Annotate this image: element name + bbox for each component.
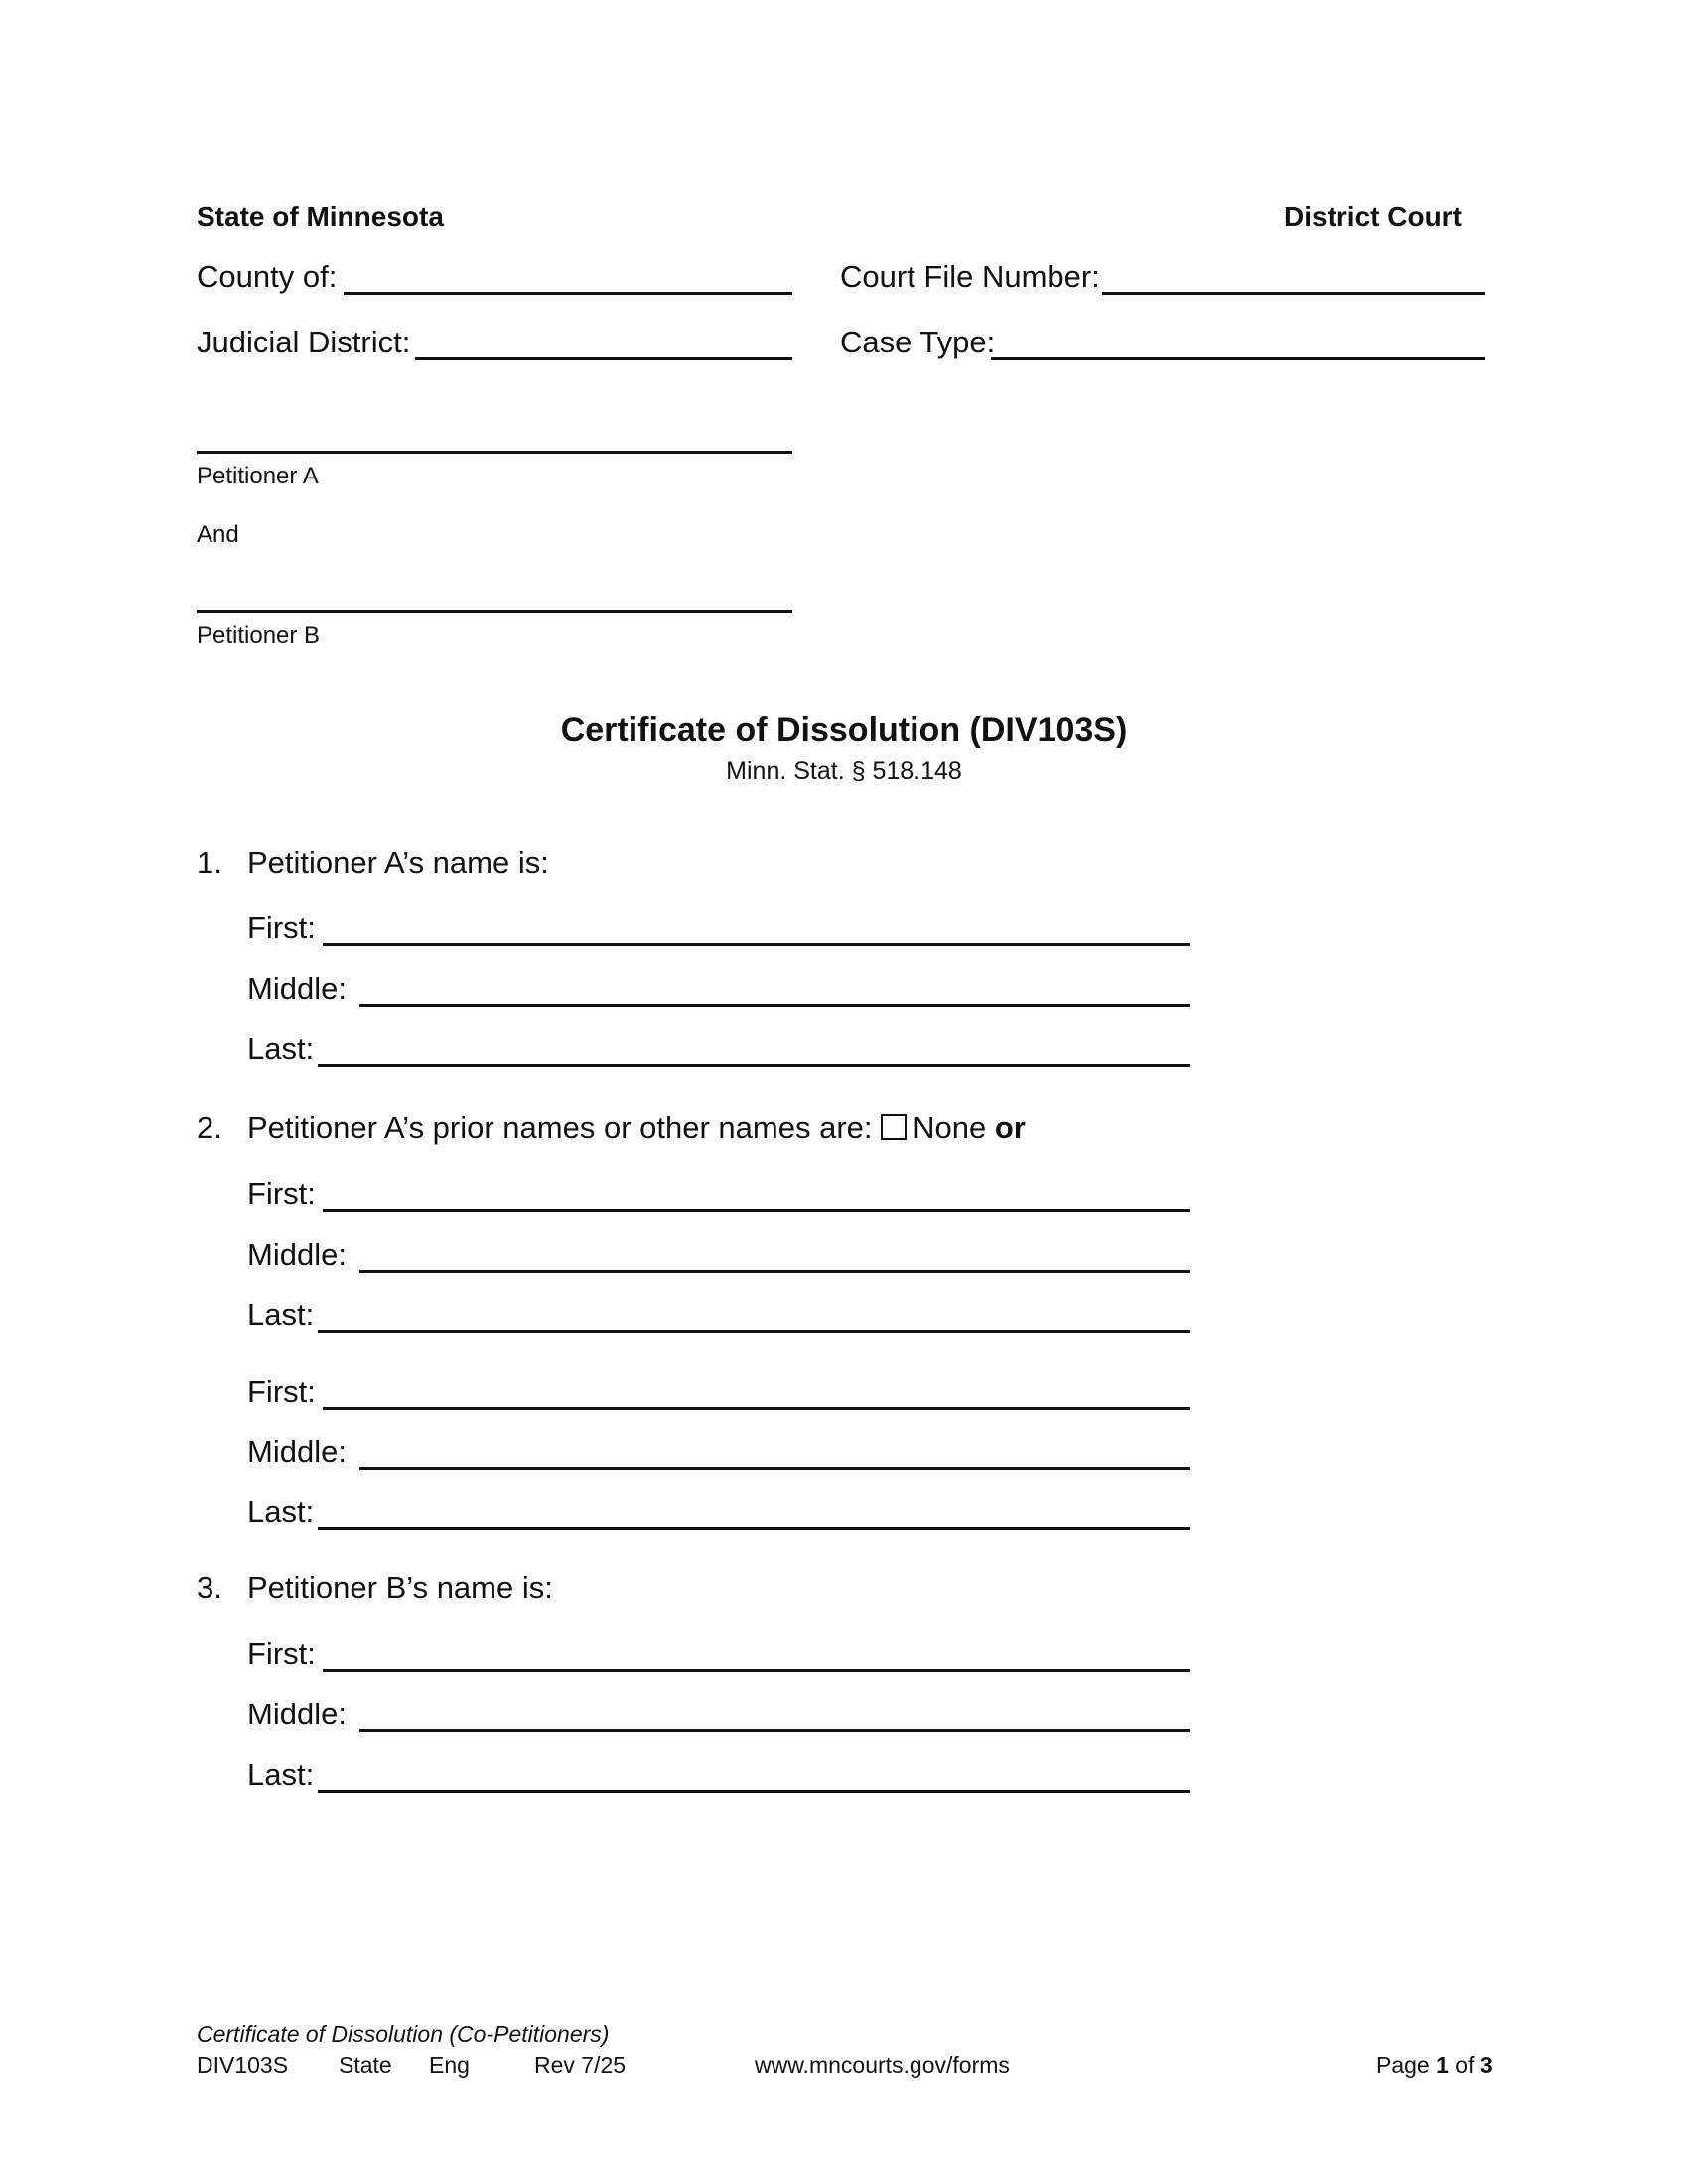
item-2a-last-label: Last:: [247, 1297, 315, 1332]
item-1-first-label: First:: [247, 910, 316, 945]
footer-language: Eng: [429, 2052, 470, 2078]
footer-revision: Rev 7/25: [534, 2052, 627, 2078]
petitioner-a-label: Petitioner A: [197, 463, 319, 489]
state-heading: State of Minnesota: [197, 202, 444, 232]
item-2-text-row: [247, 1110, 1026, 1146]
court-heading: District Court: [1284, 202, 1462, 232]
item-2a-first-label: First:: [247, 1176, 316, 1211]
footer-website[interactable]: www.mncourts.gov/forms: [755, 2052, 1010, 2078]
footer-jurisdiction: State: [339, 2052, 392, 2078]
item-2a-middle-field[interactable]: [359, 1270, 1190, 1273]
or-label: or: [994, 1110, 1026, 1145]
page-total: 3: [1479, 2052, 1493, 2078]
item-2-number: 2.: [197, 1110, 222, 1145]
item-3-text: Petitioner B’s name is:: [247, 1570, 553, 1605]
petitioner-a-field[interactable]: [197, 451, 792, 454]
footer-form-code: DIV103S: [197, 2052, 289, 2078]
item-1-middle-field[interactable]: [359, 1004, 1190, 1007]
page-of: of: [1455, 2052, 1475, 2078]
item-1-number: 1.: [197, 845, 222, 880]
item-2-text: Petitioner A’s prior names or other names are:: [247, 1110, 873, 1145]
county-label: County of:: [197, 259, 338, 294]
court-file-number-label: Court File Number:: [840, 259, 1100, 294]
item-1-last-label: Last:: [247, 1031, 315, 1066]
none-label: None: [913, 1110, 987, 1145]
court-file-number-field[interactable]: [1102, 292, 1485, 295]
case-type-label: Case Type:: [840, 325, 996, 359]
item-3-last-label: Last:: [247, 1757, 315, 1792]
item-2b-middle-label: Middle:: [247, 1434, 347, 1469]
page-current: 1: [1436, 2052, 1449, 2078]
item-2a-middle-label: Middle:: [247, 1237, 347, 1272]
petitioner-b-label: Petitioner B: [197, 622, 321, 649]
item-1-last-field[interactable]: [318, 1064, 1190, 1067]
footer-form-title: Certificate of Dissolution (Co-Petitioners): [197, 2021, 610, 2047]
case-type-field[interactable]: [991, 357, 1485, 360]
item-3-first-label: First:: [247, 1636, 316, 1671]
item-3-middle-field[interactable]: [359, 1729, 1190, 1732]
form-title: Certificate of Dissolution (DIV103S): [560, 711, 1128, 749]
item-3-last-field[interactable]: [318, 1790, 1190, 1793]
item-2b-first-label: First:: [247, 1374, 316, 1409]
item-1-text: Petitioner A’s name is:: [247, 845, 549, 880]
item-3-first-field[interactable]: [323, 1669, 1190, 1672]
item-2a-first-field[interactable]: [323, 1209, 1190, 1212]
item-3-middle-label: Middle:: [247, 1697, 347, 1731]
county-field[interactable]: [344, 292, 792, 295]
none-checkbox[interactable]: [881, 1114, 907, 1140]
item-2b-first-field[interactable]: [323, 1407, 1190, 1410]
petitioner-b-field[interactable]: [197, 610, 792, 613]
item-2b-last-field[interactable]: [318, 1527, 1190, 1530]
item-2b-middle-field[interactable]: [359, 1467, 1190, 1470]
item-1-first-field[interactable]: [323, 943, 1190, 946]
item-1-middle-label: Middle:: [247, 971, 347, 1006]
item-2b-last-label: Last:: [247, 1494, 315, 1529]
judicial-district-label: Judicial District:: [197, 325, 411, 359]
form-subtitle: Minn. Stat. § 518.148: [726, 757, 962, 785]
item-2a-last-field[interactable]: [318, 1330, 1190, 1333]
and-label: And: [197, 521, 239, 548]
footer-page-number: [1376, 2052, 1493, 2079]
page-label: Page: [1376, 2052, 1430, 2078]
judicial-district-field[interactable]: [415, 357, 792, 360]
item-3-number: 3.: [197, 1570, 222, 1605]
